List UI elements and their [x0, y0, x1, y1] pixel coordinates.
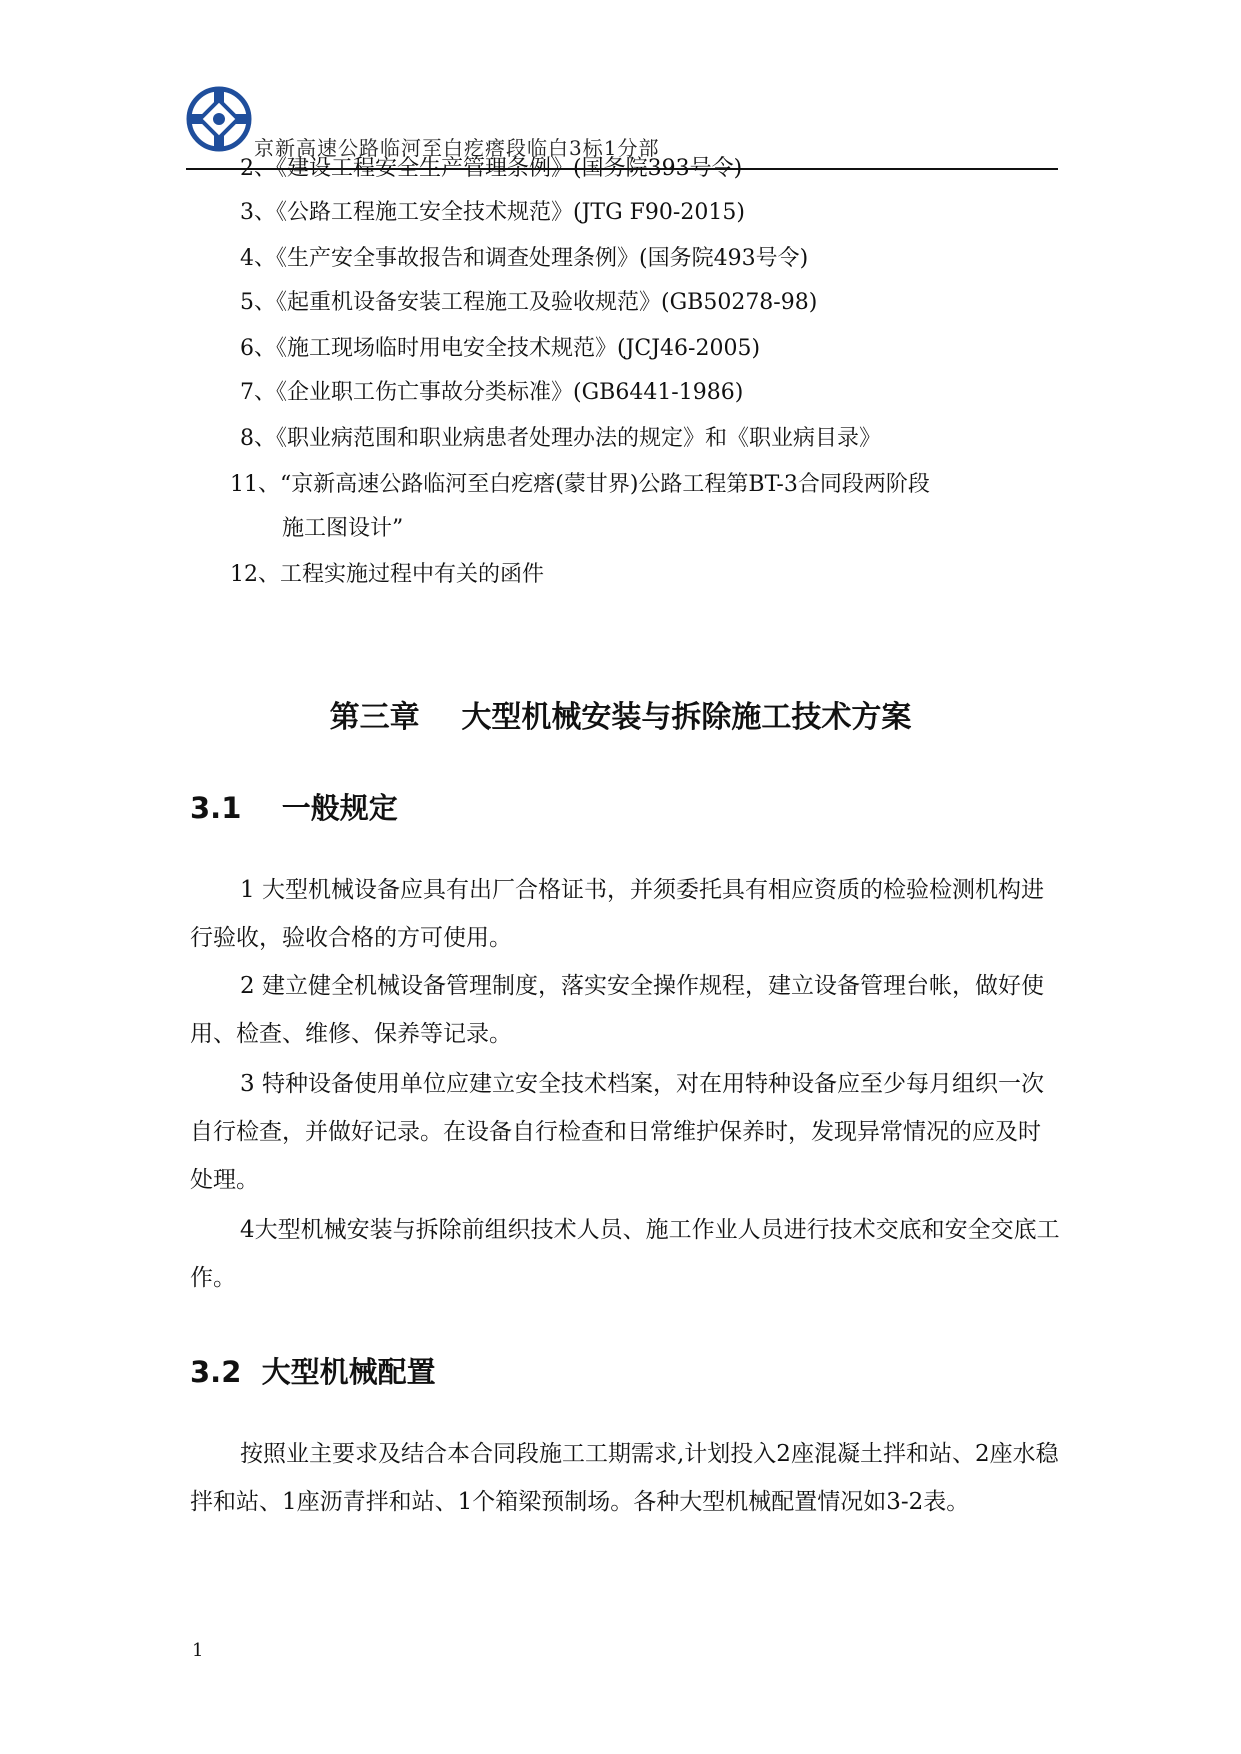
list-item: 2、《建设工程安全生产管理条例》(国务院393号令) [240, 156, 743, 181]
list-item: 8、《职业病范围和职业病患者处理办法的规定》和《职业病目录》 [240, 426, 881, 451]
paragraph: 1 大型机械设备应具有出厂合格证书，并须委托具有相应资质的检验检测机构进行验收，验收合格的方可使用。 [190, 877, 1044, 951]
section-heading: 3.2 大型机械配置 [190, 1355, 436, 1389]
header-title: 京新高速公路临河至白疙瘩段临白3标1分部 [254, 136, 660, 160]
section-heading: 3.1 一般规定 [190, 791, 398, 825]
list-item: 7、《企业职工伤亡事故分类标准》(GB6441-1986) [240, 380, 744, 405]
company-logo-icon [186, 86, 252, 152]
paragraph: 3 特种设备使用单位应建立安全技术档案，对在用特种设备应至少每月组织一次自行检查，并做好记录。在设备自行检查和日常维护保养时，发现异常情况的应及时处理。 [190, 1071, 1044, 1193]
page-number: 1 [192, 1640, 204, 1661]
list-item: 5、《起重机设备安装工程施工及验收规范》(GB50278-98) [240, 290, 818, 315]
paragraph: 4大型机械安装与拆除前组织技术人员、施工作业人员进行技术交底和安全交底工作。 [190, 1217, 1060, 1291]
list-item: 11、“京新高速公路临河至白疙瘩(蒙甘界)公路工程第BT-3合同段两阶段 [230, 472, 930, 497]
list-item: 3、《公路工程施工安全技术规范》(JTG F90-2015) [240, 200, 745, 225]
paragraph: 2 建立健全机械设备管理制度，落实安全操作规程，建立设备管理台帐，做好使用、检查、维修、保养等记录。 [190, 973, 1044, 1047]
list-item: 6、《施工现场临时用电安全技术规范》(JCJ46-2005) [240, 336, 761, 361]
list-item: 4、《生产安全事故报告和调查处理条例》(国务院493号令) [240, 246, 809, 271]
list-item: 12、工程实施过程中有关的函件 [230, 562, 544, 587]
list-item: 施工图设计” [282, 516, 404, 541]
chapter-title: 第三章 大型机械安装与拆除施工技术方案 [329, 700, 912, 735]
paragraph: 按照业主要求及结合本合同段施工工期需求,计划投入2座混凝土拌和站、2座水稳拌和站、1座沥青拌和站、1个箱梁预制场。各种大型机械配置情况如3-2表。 [190, 1441, 1059, 1515]
